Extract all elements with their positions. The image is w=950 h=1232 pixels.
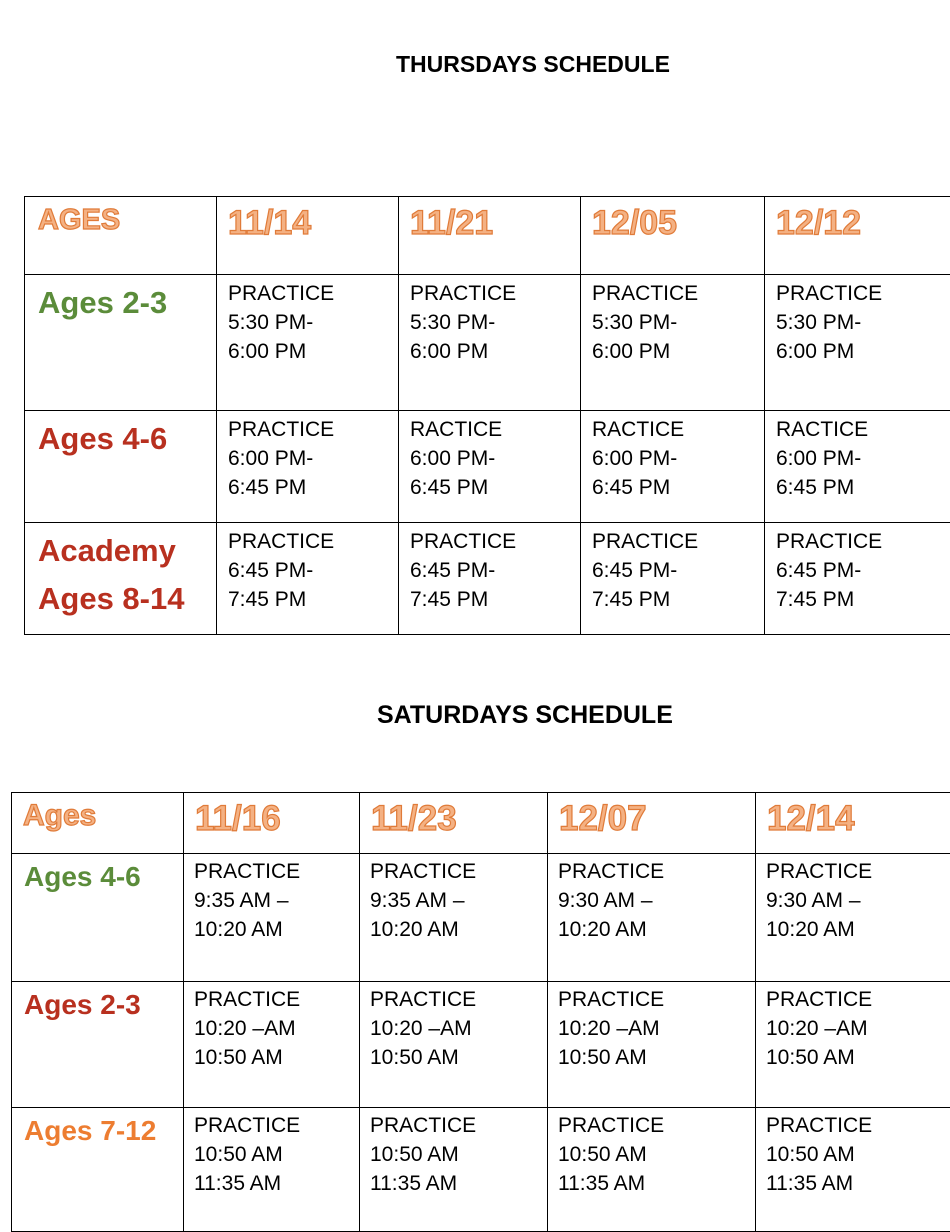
age-group-label <box>25 275 216 327</box>
time-line: 7:45 PM <box>776 585 950 614</box>
time-line: 5:30 PM- <box>228 308 398 337</box>
schedule-cell <box>765 275 950 411</box>
date-header: 12/14 <box>756 793 950 839</box>
time-line: 6:45 PM <box>410 473 580 502</box>
practice-label: PRACTICE <box>410 527 580 556</box>
time-line: 7:45 PM <box>410 585 580 614</box>
time-line: 9:35 AM – <box>370 886 547 915</box>
practice-label: PRACTICE <box>410 279 580 308</box>
practice-label: PRACTICE <box>194 1111 359 1140</box>
schedule-cell <box>756 854 950 982</box>
practice-time-text <box>360 1108 547 1198</box>
saturday-schedule-table <box>11 792 950 1232</box>
date-header-cell <box>217 197 399 275</box>
saturday-schedule-title: SATURDAYS SCHEDULE <box>377 701 673 730</box>
practice-time-text <box>765 275 950 366</box>
time-line: 11:35 AM <box>558 1169 755 1198</box>
practice-time-text <box>399 523 580 614</box>
schedule-cell <box>217 523 399 635</box>
time-line: 6:45 PM- <box>592 556 764 585</box>
practice-label: RACTICE <box>592 415 764 444</box>
time-line: 6:45 PM <box>228 473 398 502</box>
time-line: 9:30 AM – <box>558 886 755 915</box>
schedule-cell <box>756 1108 950 1232</box>
time-line: 10:50 AM <box>194 1140 359 1169</box>
practice-time-text <box>765 523 950 614</box>
schedule-cell <box>765 523 950 635</box>
schedule-cell <box>184 854 360 982</box>
time-line: 10:20 –AM <box>194 1014 359 1043</box>
time-line: 6:45 PM- <box>410 556 580 585</box>
row-label-cell <box>12 1108 184 1232</box>
time-line: 10:20 AM <box>558 915 755 944</box>
practice-label: PRACTICE <box>370 985 547 1014</box>
time-line: 6:45 PM- <box>776 556 950 585</box>
date-header-cell <box>184 793 360 854</box>
date-header: 12/05 <box>581 197 764 243</box>
date-header: 11/23 <box>360 793 547 839</box>
practice-time-text <box>217 523 398 614</box>
time-line: 9:30 AM – <box>766 886 950 915</box>
header-corner-cell <box>12 793 184 854</box>
time-line: 6:45 PM <box>592 473 764 502</box>
practice-label: RACTICE <box>410 415 580 444</box>
practice-time-text <box>581 275 764 366</box>
practice-label: PRACTICE <box>776 279 950 308</box>
time-line: 10:50 AM <box>766 1140 950 1169</box>
practice-time-text <box>217 411 398 502</box>
time-line: 6:45 PM <box>776 473 950 502</box>
time-line: 10:50 AM <box>194 1043 359 1072</box>
time-line: 6:00 PM- <box>776 444 950 473</box>
schedule-cell <box>399 523 581 635</box>
practice-label: PRACTICE <box>766 985 950 1014</box>
time-line: 9:35 AM – <box>194 886 359 915</box>
age-group-label-line: Ages 8-14 <box>38 575 216 623</box>
thursday-schedule-title: THURSDAYS SCHEDULE <box>396 51 670 78</box>
practice-time-text <box>217 275 398 366</box>
date-header-cell <box>765 197 950 275</box>
time-line: 10:20 –AM <box>558 1014 755 1043</box>
practice-label: PRACTICE <box>370 1111 547 1140</box>
schedule-cell <box>184 1108 360 1232</box>
age-group-label-line: Ages 4-6 <box>24 857 183 897</box>
practice-time-text <box>360 854 547 944</box>
time-line: 5:30 PM- <box>776 308 950 337</box>
practice-label: PRACTICE <box>766 857 950 886</box>
age-group-label-line: Ages 2-3 <box>38 279 216 327</box>
time-line: 7:45 PM <box>228 585 398 614</box>
practice-label: PRACTICE <box>370 857 547 886</box>
schedule-cell <box>765 411 950 523</box>
practice-time-text <box>756 854 950 944</box>
date-header: 11/21 <box>399 197 580 243</box>
practice-label: PRACTICE <box>766 1111 950 1140</box>
table-row <box>25 523 950 635</box>
ages-header: Ages <box>12 793 183 833</box>
time-line: 10:20 AM <box>194 915 359 944</box>
row-label-cell <box>25 523 217 635</box>
schedule-cell <box>581 275 765 411</box>
practice-time-text <box>184 1108 359 1198</box>
practice-time-text <box>399 411 580 502</box>
age-group-label-line: Ages 7-12 <box>24 1111 183 1151</box>
thursday-schedule-table <box>24 196 950 635</box>
time-line: 10:20 –AM <box>766 1014 950 1043</box>
table-header-row <box>25 197 950 275</box>
date-header: 12/07 <box>548 793 755 839</box>
row-label-cell <box>12 982 184 1108</box>
practice-time-text <box>581 411 764 502</box>
schedule-cell <box>399 411 581 523</box>
schedule-cell <box>360 854 548 982</box>
header-corner-cell <box>25 197 217 275</box>
schedule-cell <box>399 275 581 411</box>
schedule-cell <box>581 411 765 523</box>
age-group-label <box>12 982 183 1025</box>
practice-label: PRACTICE <box>776 527 950 556</box>
time-line: 11:35 AM <box>370 1169 547 1198</box>
time-line: 6:45 PM- <box>228 556 398 585</box>
practice-label: PRACTICE <box>558 857 755 886</box>
age-group-label-line: Ages 4-6 <box>38 415 216 463</box>
practice-label: PRACTICE <box>558 1111 755 1140</box>
practice-time-text <box>581 523 764 614</box>
time-line: 11:35 AM <box>766 1169 950 1198</box>
table-row <box>12 1108 950 1232</box>
practice-label: PRACTICE <box>558 985 755 1014</box>
time-line: 5:30 PM- <box>410 308 580 337</box>
date-header-cell <box>360 793 548 854</box>
time-line: 6:00 PM <box>410 337 580 366</box>
time-line: 10:50 AM <box>370 1140 547 1169</box>
practice-time-text <box>548 982 755 1072</box>
age-group-label <box>12 854 183 897</box>
table-header-row <box>12 793 950 854</box>
practice-time-text <box>360 982 547 1072</box>
schedule-cell <box>184 982 360 1108</box>
practice-time-text <box>184 982 359 1072</box>
time-line: 10:50 AM <box>370 1043 547 1072</box>
date-header: 12/12 <box>765 197 950 243</box>
practice-label: PRACTICE <box>228 527 398 556</box>
time-line: 7:45 PM <box>592 585 764 614</box>
table-row <box>25 411 950 523</box>
time-line: 10:20 AM <box>370 915 547 944</box>
schedule-cell <box>360 1108 548 1232</box>
table-row <box>12 982 950 1108</box>
practice-time-text <box>184 854 359 944</box>
schedule-cell <box>581 523 765 635</box>
age-group-label-line: Academy <box>38 527 216 575</box>
row-label-cell <box>12 854 184 982</box>
schedule-cell <box>548 982 756 1108</box>
date-header-cell <box>756 793 950 854</box>
date-header-cell <box>399 197 581 275</box>
practice-time-text <box>548 1108 755 1198</box>
date-header: 11/16 <box>184 793 359 839</box>
practice-time-text <box>756 982 950 1072</box>
time-line: 10:50 AM <box>558 1043 755 1072</box>
time-line: 10:20 AM <box>766 915 950 944</box>
schedule-cell <box>217 411 399 523</box>
time-line: 10:20 –AM <box>370 1014 547 1043</box>
ages-header: AGES <box>25 197 216 237</box>
time-line: 6:00 PM- <box>410 444 580 473</box>
practice-label: PRACTICE <box>228 279 398 308</box>
practice-label: PRACTICE <box>592 527 764 556</box>
date-header-cell <box>548 793 756 854</box>
table-row <box>12 854 950 982</box>
time-line: 11:35 AM <box>194 1169 359 1198</box>
practice-label: PRACTICE <box>228 415 398 444</box>
time-line: 10:50 AM <box>558 1140 755 1169</box>
practice-time-text <box>765 411 950 502</box>
date-header: 11/14 <box>217 197 398 243</box>
practice-label: RACTICE <box>776 415 950 444</box>
age-group-label <box>12 1108 183 1151</box>
age-group-label <box>25 523 216 623</box>
practice-label: PRACTICE <box>194 985 359 1014</box>
age-group-label-line: Ages 2-3 <box>24 985 183 1025</box>
schedule-cell <box>548 854 756 982</box>
time-line: 10:50 AM <box>766 1043 950 1072</box>
practice-label: PRACTICE <box>194 857 359 886</box>
schedule-cell <box>756 982 950 1108</box>
practice-time-text <box>756 1108 950 1198</box>
time-line: 5:30 PM- <box>592 308 764 337</box>
schedule-cell <box>360 982 548 1108</box>
row-label-cell <box>25 411 217 523</box>
row-label-cell <box>25 275 217 411</box>
time-line: 6:00 PM <box>592 337 764 366</box>
practice-label: PRACTICE <box>592 279 764 308</box>
practice-time-text <box>399 275 580 366</box>
time-line: 6:00 PM- <box>592 444 764 473</box>
practice-time-text <box>548 854 755 944</box>
time-line: 6:00 PM- <box>228 444 398 473</box>
date-header-cell <box>581 197 765 275</box>
table-row <box>25 275 950 411</box>
schedule-cell <box>217 275 399 411</box>
time-line: 6:00 PM <box>776 337 950 366</box>
age-group-label <box>25 411 216 463</box>
time-line: 6:00 PM <box>228 337 398 366</box>
schedule-cell <box>548 1108 756 1232</box>
